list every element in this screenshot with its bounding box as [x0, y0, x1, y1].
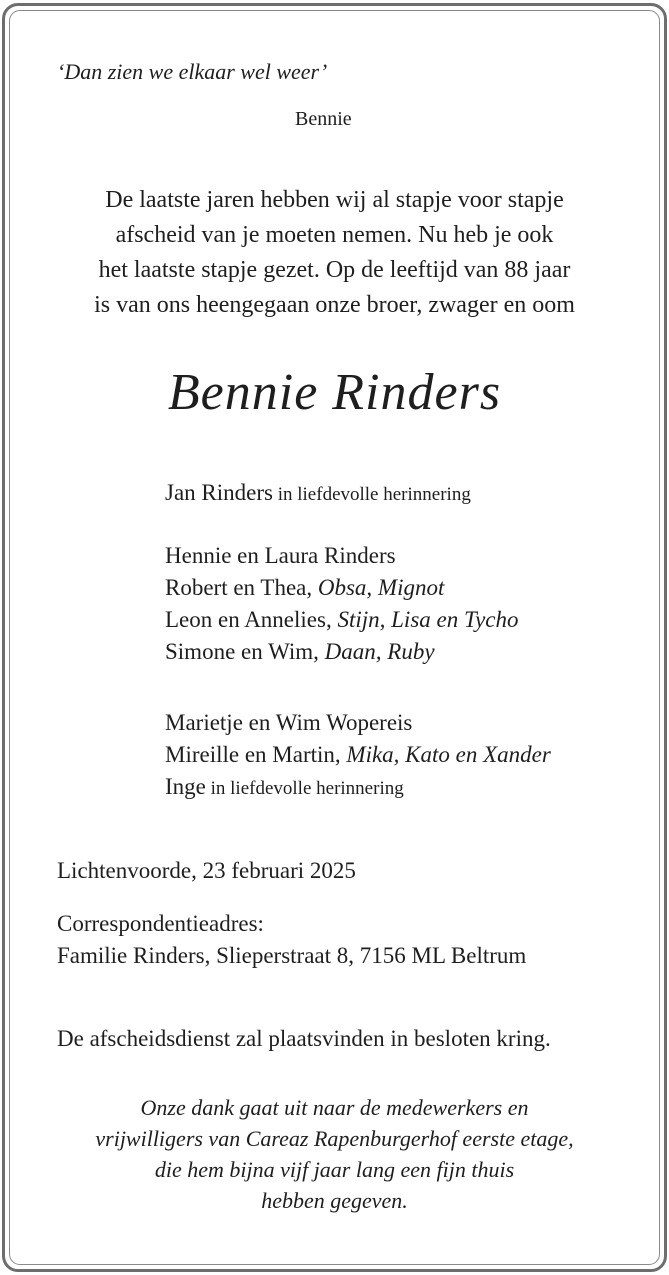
deceased-name: Bennie Rinders [167, 364, 502, 421]
family-member-name: Inge [165, 774, 206, 799]
place-date: Lichtenvoorde, 23 februari 2025 [57, 858, 356, 883]
thanks-line: Onze dank gaat uit naar de medewerkers en [140, 1095, 529, 1120]
family-group-3 [165, 707, 551, 803]
family-children: Daan, Ruby [318, 639, 435, 664]
family-row [165, 540, 518, 572]
family-member-name: Mireille en Martin, [165, 742, 341, 767]
opening-quote: ‘Dan zien we elkaar wel weer’ [57, 59, 328, 84]
family-member-note: in liefdevolle herinnering [272, 484, 471, 505]
family-row [165, 604, 518, 636]
intro-line: is van ons heengegaan onze broer, zwager en oom [94, 292, 575, 318]
intro-line: het laatste stapje gezet. Op de leeftijd van 88 jaar [98, 257, 571, 283]
correspondence-address: Familie Rinders, Slieperstraat 8, 7156 ML Beltrum [57, 943, 527, 968]
thanks-line: die hem bijna vijf jaar lang een fijn thuis [154, 1157, 515, 1182]
correspondence-block [57, 908, 526, 972]
family-member-name: Hennie en Laura Rinders [165, 543, 396, 568]
family-row [165, 477, 471, 509]
family-member-name: Robert en Thea, [165, 575, 313, 600]
family-row [165, 707, 551, 739]
family-children: Stijn, Lisa en Tycho [331, 607, 519, 632]
family-row [165, 636, 518, 668]
family-row [165, 572, 518, 604]
family-group-1 [165, 477, 471, 509]
family-member-note: in liefdevolle herinnering [205, 778, 404, 799]
family-children: Mika, Kato en Xander [340, 742, 551, 767]
family-group-2 [165, 540, 518, 668]
service-notice: De afscheidsdienst zal plaatsvinden in besloten kring. [57, 1026, 551, 1051]
correspondence-label: Correspondentieadres: [57, 911, 264, 936]
family-member-name: Jan Rinders [165, 480, 273, 505]
family-row [165, 771, 551, 803]
family-member-name: Leon en Annelies, [165, 607, 332, 632]
thanks-line: vrijwilligers van Careaz Rapenburgerhof eerste etage, [95, 1126, 574, 1151]
family-children: Obsa, Mignot [312, 575, 445, 600]
intro-line: afscheid van je moeten nemen. Nu heb je ook [115, 222, 554, 248]
quote-author: Bennie [295, 108, 352, 130]
intro-line: De laatste jaren hebben wij al stapje voor stapje [105, 187, 564, 213]
thanks-line: hebben gegeven. [261, 1188, 408, 1213]
family-member-name: Simone en Wim, [165, 639, 319, 664]
family-row [165, 739, 551, 771]
thanks-text [0, 1092, 669, 1216]
intro-text [0, 183, 669, 323]
family-member-name: Marietje en Wim Wopereis [165, 710, 413, 735]
